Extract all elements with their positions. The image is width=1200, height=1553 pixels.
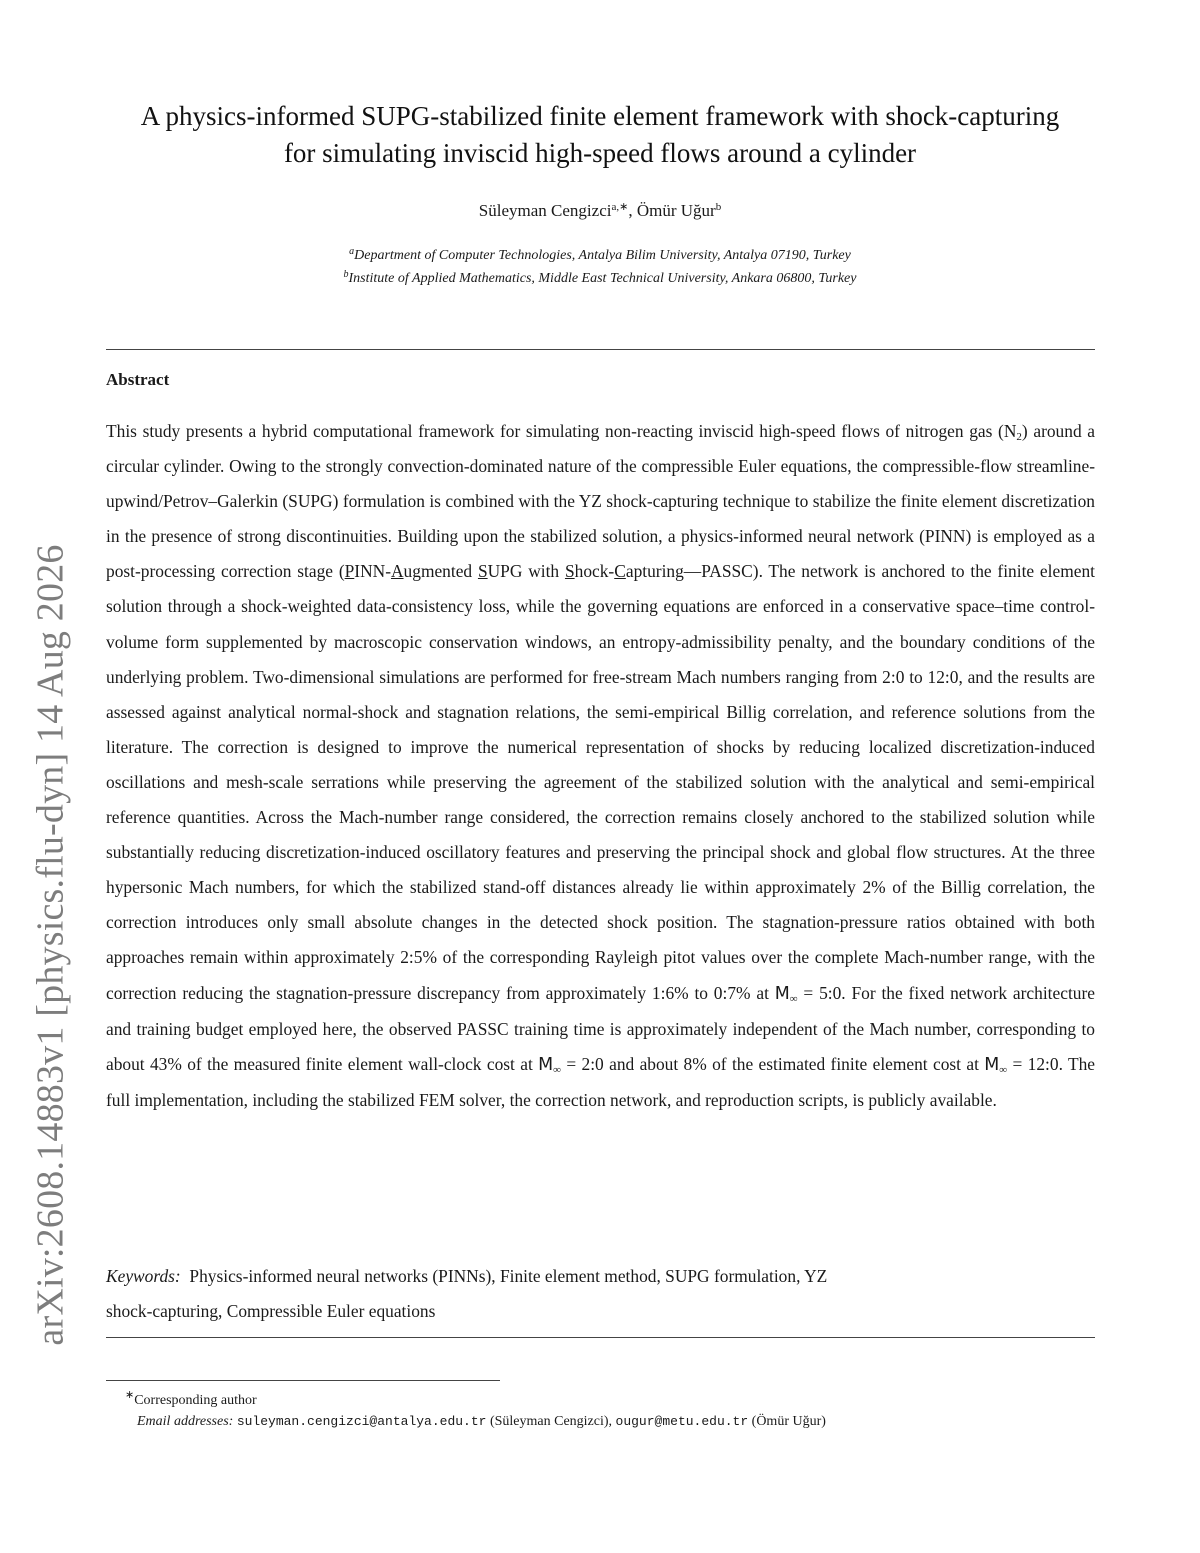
title-line-1: A physics-informed SUPG-stabilized finite element framework with shock-capturing xyxy=(140,101,1060,131)
author-separator: , xyxy=(628,201,637,220)
arxiv-identifier: arXiv:2608.14883v1 [physics.flu-dyn] 14 Aug 2026 xyxy=(30,544,73,1346)
acronym-letter: S xyxy=(477,561,488,582)
abstract-text: INN- xyxy=(354,561,391,582)
keywords-line-2: shock-capturing, Compressible Euler equations xyxy=(106,1301,436,1321)
email-link[interactable]: ougur@metu.edu.tr xyxy=(615,1414,749,1429)
author-name: Ömür Uğur xyxy=(636,201,716,220)
abstract-text: apturing—PASSC xyxy=(625,561,753,582)
affiliation-b xyxy=(100,265,1100,288)
affiliation-mark: a xyxy=(349,246,355,257)
affiliation-mark: b xyxy=(343,269,349,280)
corresponding-author-note xyxy=(125,1385,1085,1411)
author-list xyxy=(100,200,1100,221)
keywords-line-1 xyxy=(106,1259,1006,1294)
footnote-mark: ∗ xyxy=(125,1389,135,1401)
abstract-heading: Abstract xyxy=(106,370,170,389)
keywords-label: Keywords: xyxy=(106,1266,181,1286)
math-equation: = 12:0 xyxy=(1007,1053,1059,1074)
affiliation-text: Department of Computer Technologies, Antalya Bilim University, Antalya 07190, Turkey xyxy=(354,248,851,263)
keywords xyxy=(106,1259,1006,1329)
email-label: Email addresses: xyxy=(137,1414,234,1429)
math-subscript: ∞ xyxy=(789,992,798,1005)
math-subscript: ∞ xyxy=(999,1063,1008,1076)
acronym-letter: P xyxy=(344,561,355,582)
abstract-text: . For the fixed network architecture and training budget employed here, the observed PASSC training time is approximately independent of the Mach number, corresponding to about 43% of the measured finite element wall-clock cost at xyxy=(106,982,1095,1074)
math-equation: = 5:0 xyxy=(797,982,842,1003)
keywords-text: Physics-informed neural networks (PINNs), Finite element method, SUPG formulation, YZ xyxy=(189,1266,828,1286)
email-owner: (Ömür Uğur) xyxy=(748,1414,826,1429)
top-divider xyxy=(106,349,1095,350)
arxiv-sidebar xyxy=(22,520,80,1370)
math-symbol: M xyxy=(538,1054,554,1075)
bottom-divider xyxy=(106,1337,1095,1338)
footnote-divider xyxy=(106,1380,500,1381)
affiliation-text: Institute of Applied Mathematics, Middle East Technical University, Ankara 06800, Turkey xyxy=(348,271,857,286)
subscript: 2 xyxy=(1016,431,1022,443)
math-symbol: M xyxy=(774,983,790,1004)
acronym-letter: S xyxy=(564,561,575,582)
acronym-letter: A xyxy=(390,561,404,582)
footnote-text: Corresponding author xyxy=(134,1393,257,1408)
email-link[interactable]: suleyman.cengizci@antalya.edu.tr xyxy=(236,1414,487,1429)
abstract-text: hock- xyxy=(574,561,615,582)
abstract-body xyxy=(106,414,1095,1118)
abstract-text: ugmented xyxy=(403,561,478,582)
title-line-2: for simulating inviscid high-speed flows around a cylinder xyxy=(283,138,917,168)
abstract-text: This study presents a hybrid computational framework for simulating non-reacting inviscid high-speed flows of nitrogen gas (N xyxy=(106,421,1017,441)
email-addresses xyxy=(125,1411,1085,1432)
abstract-text: ) around a circular cylinder. Owing to the strongly convection-dominated nature of the compressible Euler equations, the compressible-flow streamline-upwind/Petrov–Galerkin (SUPG) formulation is combined with the YZ shock-capturing technique to stabilize the finite element discretization in the presence of strong discontinuities. Building upon the stabilized solution, a physics-informed neural network (PINN) is employed as a post-processing correction stage ( xyxy=(106,421,1096,582)
email-owner: (Süleyman Cengizci), xyxy=(486,1414,616,1429)
author-affiliation-mark: a,∗ xyxy=(611,201,629,213)
abstract-text: UPG with xyxy=(487,561,565,582)
paper-title xyxy=(100,98,1100,172)
math-subscript: ∞ xyxy=(553,1063,561,1076)
math-equation: = 2:0 xyxy=(561,1053,604,1074)
affiliations xyxy=(100,242,1100,288)
math-symbol: M xyxy=(984,1054,1000,1075)
author-affiliation-mark: b xyxy=(715,201,722,213)
footnote xyxy=(125,1385,1085,1432)
abstract-text: . The full implementation, including the stabilized FEM solver, the correction network, and reproduction scripts, is publicly available. xyxy=(106,1053,1096,1110)
acronym-letter: C xyxy=(614,561,626,582)
author-name: Süleyman Cengizci xyxy=(478,201,612,220)
abstract-text: and about 8% of the estimated finite element cost at xyxy=(603,1053,985,1074)
abstract-text: ). The network is anchored to the finite element solution through a shock-weighted data-consistency loss, while the governing equations are enforced in a conservative space–time control-volume form supplemented by macroscopic conservation windows, an entropy-admissibility penalty, and the boundary conditions of the underlying problem. Two-dimensional simulations are performed for free-stream Mach numbers ranging from 2:0 to 12:0, and the results are assessed against analytical normal-shock and stagnation relations, the semi-empirical Billig correlation, and reference solutions from the literature. The correction is designed to improve the numerical representation of shocks by reducing localized discretization-induced oscillations and mesh-scale serrations while preserving the agreement of the stabilized solution with the analytical and semi-empirical reference quantities. Across the Mach-number range considered, the correction remains closely anchored to the stabilized solution while substantially reducing discretization-induced oscillatory features and preserving the principal shock and global flow structures. At the three hypersonic Mach numbers, for which the stabilized stand-off distances already lie within approximately 2% of the Billig correlation, the correction introduces only small absolute changes in the detected shock position. The stagnation-pressure ratios obtained with both approaches remain within approximately 2:5% of the corresponding Rayleigh pitot values over the complete Mach-number range, with the correction reducing the stagnation-pressure discrepancy from approximately 1:6% to 0:7% at xyxy=(106,561,1095,1003)
affiliation-a xyxy=(100,242,1100,265)
